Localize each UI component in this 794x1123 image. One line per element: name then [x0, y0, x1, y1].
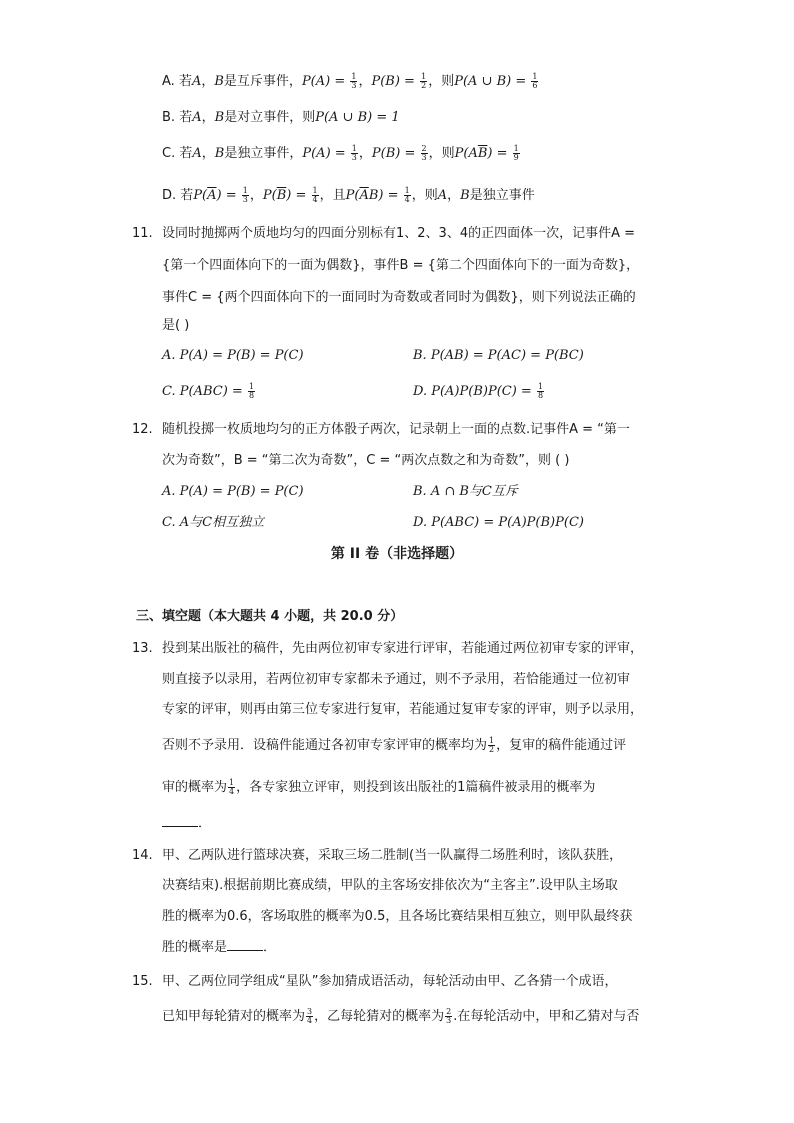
fraction: $\frac{2}{3}$: [446, 1007, 452, 1025]
fraction: $\frac{1}{8}$: [248, 382, 255, 400]
q14-line: 胜的概率为0.6，客场取胜的概率为0.5，且各场比赛结果相互独立，则甲队最终获: [162, 909, 633, 924]
q11-option-a: A. P(A) = P(B) = P(C): [162, 348, 304, 363]
fraction: $\frac{1}{9}$: [513, 144, 519, 162]
q10-option-d: D. 若$P(\overline{A})$ = $\frac{1}{3}$ ，$P(\overline{B})$ = $\frac{1}{4}$ ，且$P(\overline{A}B)$ = $\frac{1}{4}$ ，则A，B是独立事件: [162, 186, 535, 204]
fraction: $\frac{1}{8}$: [537, 382, 544, 400]
fraction: $\frac{1}{3}$: [242, 186, 248, 204]
q10-option-b: B. 若A，B是对立事件，则P(A ∪ B) = 1: [162, 110, 400, 125]
fraction: $\frac{3}{4}$: [307, 1007, 313, 1025]
q15-line: 已知甲每轮猜对的概率为 $\frac{3}{4}$ ，乙每轮猜对的概率为 $\frac{2}{3}$ .在每轮活动中，甲和乙猜对与否: [162, 1007, 640, 1025]
q13-answer-blank[interactable]: ．: [162, 814, 211, 834]
q13-line: 则直接予以录用，若两位初审专家都未予通过，则不予录用，若恰能通过一位初审: [162, 672, 631, 687]
q11-option-c: C. P(ABC) = $\frac{1}{8}$: [162, 382, 255, 400]
q11-option-d: D. P(A)P(B)P(C) = $\frac{1}{8}$: [413, 382, 544, 400]
q12-option-c: C. A与C相互独立: [162, 515, 265, 530]
q12-option-d: D. P(ABC) = P(A)P(B)P(C): [413, 515, 584, 530]
q10-option-c: C. 若A，B是独立事件，P(A) = $\frac{1}{3}$ ，P(B) = $\frac{2}{3}$ ，则$P(A\overline{B})$ = $\frac{1}{9}$: [162, 144, 519, 162]
q11-line: 是( ): [162, 318, 190, 333]
q11-option-b: B. P(AB) = P(AC) = P(BC): [413, 348, 584, 363]
fraction: $\frac{1}{6}$: [532, 72, 538, 90]
q14-answer-blank[interactable]: [227, 938, 263, 951]
q11-line: {第一个四面体向下的一面为偶数}，事件B = {第二个四面体向下的一面为奇数}，: [162, 258, 640, 273]
q10-option-a: A. 若A，B是互斥事件，P(A) = $\frac{1}{3}$ ，P(B) = $\frac{1}{2}$ ，则P(A ∪ B) = $\frac{1}{6}$: [162, 72, 538, 90]
question-number: 15.: [132, 974, 153, 989]
question-number: 13.: [132, 641, 153, 656]
q14-line: 决赛结束).根据前期比赛成绩，甲队的主客场安排依次为“主客主”.设甲队主场取: [162, 878, 618, 893]
fraction: $\frac{1}{4}$: [312, 186, 318, 204]
q14-line: 胜的概率是 ．: [162, 940, 277, 955]
fraction: $\frac{1}{4}$: [404, 186, 410, 204]
q11-line: 设同时抛掷两个质地均匀的四面分别标有1、2、3、4的正四面体一次，记事件A =: [162, 226, 636, 241]
section-title: 第 II 卷（非选择题）: [330, 546, 464, 562]
q13-line: 否则不予录用．设稿件能通过各初审专家评审的概率均为 $\frac{1}{2}$ ，复审的稿件能通过评: [162, 736, 627, 754]
q11-line: 事件C = {两个四面体向下的一面同时为奇数或者同时为偶数}，则下列说法正确的: [162, 290, 636, 305]
q14-line: 甲、乙两队进行篮球决赛，采取三场二胜制(当一队赢得二场胜利时，该队获胜，: [162, 848, 623, 863]
fraction: $\frac{1}{2}$: [489, 736, 495, 754]
q15-line: 甲、乙两位同学组成“星队”参加猜成语活动，每轮活动由甲、乙各猜一个成语，: [162, 974, 618, 989]
question-number: 11.: [132, 226, 153, 241]
q12-option-b: B. A ∩ B与C互斥: [413, 484, 518, 499]
question-number: 14.: [132, 848, 153, 863]
question-number: 12.: [132, 422, 153, 437]
fraction: $\frac{1}{3}$: [351, 144, 357, 162]
fraction: $\frac{1}{2}$: [421, 72, 427, 90]
q13-line: 审的概率为 $\frac{1}{4}$ ，各专家独立评审，则投到该出版社的1篇稿件被录用的概率为: [162, 778, 596, 796]
fraction: $\frac{1}{3}$: [351, 72, 357, 90]
q12-line: 次为奇数”，B = “第二次为奇数”，C = “两次点数之和为奇数”，则 ( ): [162, 453, 570, 468]
q12-line: 随机投掷一枚质地均匀的正方体骰子两次，记录朝上一面的点数.记事件A = “第一: [162, 422, 630, 437]
q12-option-a: A. P(A) = P(B) = P(C): [162, 484, 304, 499]
q13-line: 投到某出版社的稿件，先由两位初审专家进行评审，若能通过两位初审专家的评审，: [162, 641, 644, 656]
section-header: 三、填空题（本大题共 4 小题，共 20.0 分）: [136, 609, 404, 624]
q13-line: 专家的评审，则再由第三位专家进行复审，若能通过复审专家的评审，则予以录用，: [162, 702, 644, 717]
fraction: $\frac{1}{4}$: [229, 778, 235, 796]
fraction: $\frac{2}{3}$: [421, 144, 427, 162]
